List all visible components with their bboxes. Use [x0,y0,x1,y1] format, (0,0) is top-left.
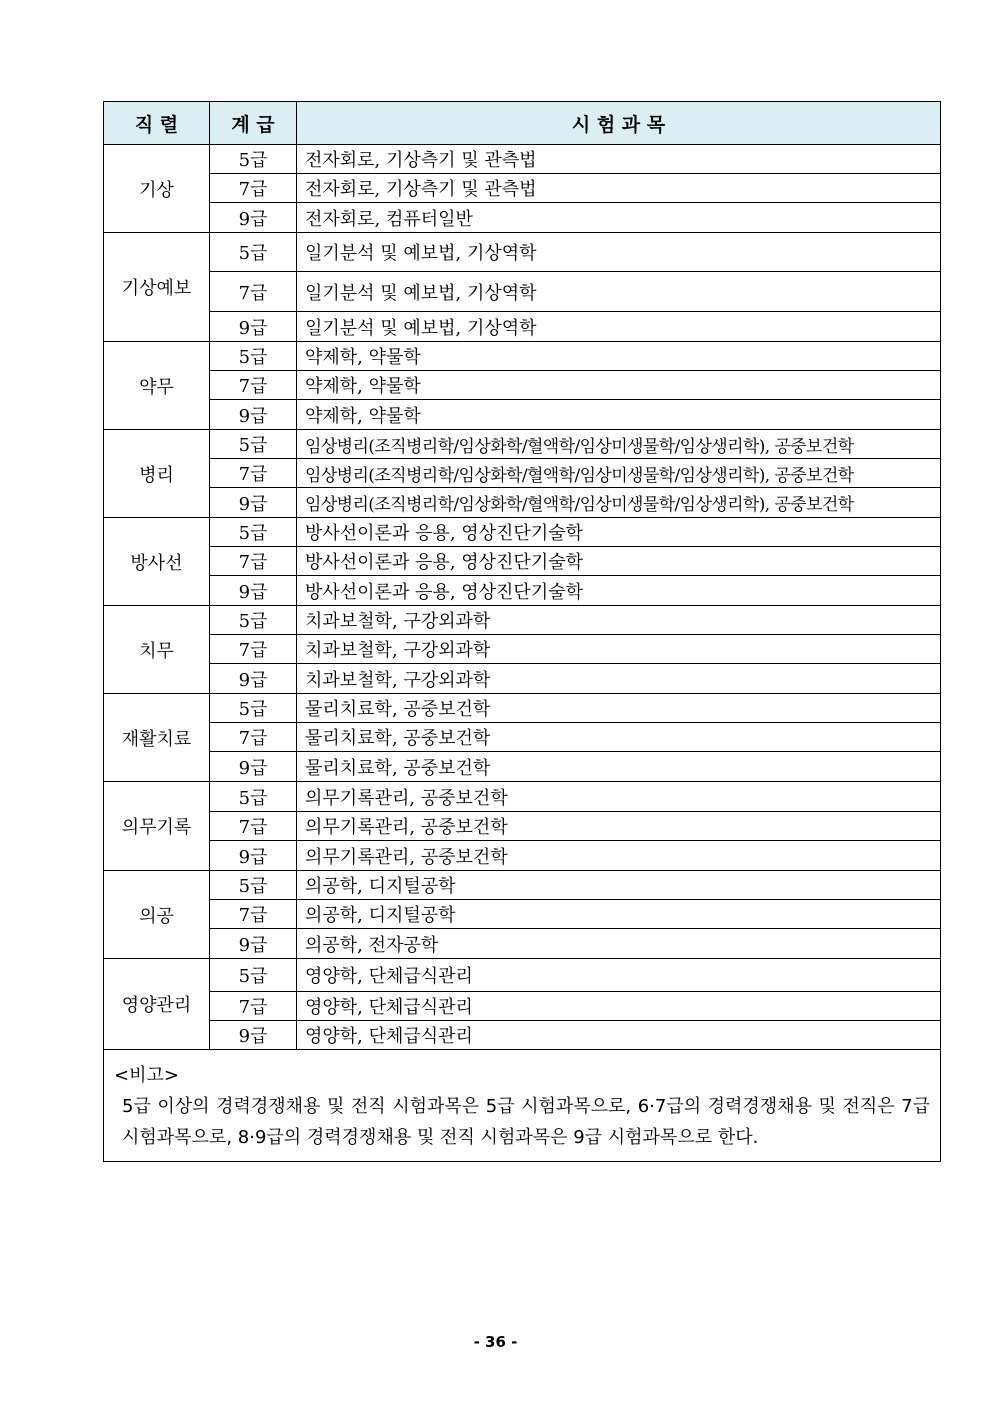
grade-cell: 7급 [210,812,297,841]
subjects-cell: 치과보철학, 구강외과학 [297,606,941,635]
subjects-cell: 의공학, 디지털공학 [297,871,941,900]
page-number: - 36 - [473,1333,518,1351]
subjects-cell: 의공학, 디지털공학 [297,900,941,929]
job-series-cell: 병리 [104,430,210,518]
job-series-cell: 치무 [104,606,210,694]
table-body [104,145,941,1050]
subjects-cell: 전자회로, 기상측기 및 관측법 [297,174,941,203]
header-job-series: 직 렬 [104,102,210,145]
job-series-cell: 약무 [104,342,210,430]
table-row [104,959,941,992]
grade-cell: 5급 [210,233,297,272]
grade-cell: 9급 [210,312,297,342]
table-row [104,606,941,635]
grade-cell: 5급 [210,606,297,635]
remarks-text: 5급 이상의 경력경쟁채용 및 전직 시험과목은 5급 시험과목으로, 6·7급의 경력경쟁채용 및 전직은 7급 시험과목으로, 8·9급의 경력경쟁채용 및 전직 시험과목은 9급 시험과목으로 한다. [122,1096,930,1148]
table-row [104,635,941,664]
job-series-cell: 영양관리 [104,959,210,1050]
table-row [104,272,941,312]
subjects-cell: 방사선이론과 응용, 영상진단기술학 [297,576,941,606]
subjects-cell: 의무기록관리, 공중보건학 [297,841,941,871]
table-row [104,782,941,812]
table-row [104,430,941,459]
subjects-cell: 약제학, 약물학 [297,400,941,430]
subjects-cell: 물리치료학, 공중보건학 [297,752,941,782]
grade-cell: 9급 [210,488,297,518]
job-series-cell: 재활치료 [104,694,210,782]
remarks-cell [104,1050,941,1162]
table-row [104,459,941,488]
remarks-row [104,1050,941,1162]
grade-cell: 9급 [210,400,297,430]
grade-cell: 5급 [210,782,297,812]
subjects-cell: 의무기록관리, 공중보건학 [297,812,941,841]
grade-cell: 7급 [210,174,297,203]
table-row [104,342,941,371]
grade-cell: 5급 [210,430,297,459]
job-series-cell: 의무기록 [104,782,210,871]
table-row [104,929,941,959]
grade-cell: 9급 [210,203,297,233]
table-row [104,664,941,694]
table-row [104,900,941,929]
table-row [104,812,941,841]
subjects-cell: 일기분석 및 예보법, 기상역학 [297,312,941,342]
grade-cell: 9급 [210,841,297,871]
grade-cell: 7급 [210,547,297,576]
job-series-cell: 방사선 [104,518,210,606]
grade-cell: 9급 [210,576,297,606]
table-row [104,576,941,606]
subjects-cell: 의무기록관리, 공중보건학 [297,782,941,812]
table-row [104,145,941,174]
grade-cell: 5급 [210,342,297,371]
job-series-cell: 기상예보 [104,233,210,342]
remarks-title: <비고> [114,1065,179,1086]
table-row [104,312,941,342]
table-row [104,694,941,723]
subjects-cell: 임상병리(조직병리학/임상화학/혈액학/임상미생물학/임상생리학), 공중보건학 [297,430,941,459]
grade-cell: 9급 [210,664,297,694]
table-row [104,752,941,782]
grade-cell: 5급 [210,145,297,174]
table-row [104,233,941,272]
table-row [104,1021,941,1050]
grade-cell: 5급 [210,959,297,992]
grade-cell: 7급 [210,992,297,1021]
grade-cell: 7급 [210,459,297,488]
table-row [104,203,941,233]
table-row [104,723,941,752]
table-row [104,871,941,900]
table-row [104,488,941,518]
subjects-cell: 일기분석 및 예보법, 기상역학 [297,272,941,312]
job-series-cell: 의공 [104,871,210,959]
table-row [104,400,941,430]
grade-cell: 7급 [210,371,297,400]
subjects-cell: 약제학, 약물학 [297,371,941,400]
subjects-cell: 약제학, 약물학 [297,342,941,371]
grade-cell: 9급 [210,752,297,782]
subjects-cell: 전자회로, 기상측기 및 관측법 [297,145,941,174]
subjects-cell: 영양학, 단체급식관리 [297,1021,941,1050]
grade-cell: 7급 [210,635,297,664]
grade-cell: 5급 [210,694,297,723]
grade-cell: 7급 [210,723,297,752]
grade-cell: 5급 [210,518,297,547]
grade-cell: 9급 [210,929,297,959]
grade-cell: 7급 [210,272,297,312]
subjects-cell: 치과보철학, 구강외과학 [297,664,941,694]
table-row [104,841,941,871]
subjects-cell: 방사선이론과 응용, 영상진단기술학 [297,547,941,576]
subjects-cell: 영양학, 단체급식관리 [297,959,941,992]
exam-subjects-table [103,101,941,1162]
subjects-cell: 물리치료학, 공중보건학 [297,723,941,752]
grade-cell: 9급 [210,1021,297,1050]
subjects-cell: 임상병리(조직병리학/임상화학/혈액학/임상미생물학/임상생리학), 공중보건학 [297,459,941,488]
header-grade: 계 급 [210,102,297,145]
grade-cell: 7급 [210,900,297,929]
subjects-cell: 치과보철학, 구강외과학 [297,635,941,664]
subjects-cell: 임상병리(조직병리학/임상화학/혈액학/임상미생물학/임상생리학), 공중보건학 [297,488,941,518]
subjects-cell: 의공학, 전자공학 [297,929,941,959]
table-header-row [104,102,941,145]
subjects-cell: 영양학, 단체급식관리 [297,992,941,1021]
table-row [104,518,941,547]
table-row [104,547,941,576]
subjects-cell: 방사선이론과 응용, 영상진단기술학 [297,518,941,547]
table-row [104,174,941,203]
subjects-cell: 전자회로, 컴퓨터일반 [297,203,941,233]
subjects-cell: 물리치료학, 공중보건학 [297,694,941,723]
subjects-cell: 일기분석 및 예보법, 기상역학 [297,233,941,272]
table-row [104,992,941,1021]
grade-cell: 5급 [210,871,297,900]
job-series-cell: 기상 [104,145,210,233]
header-exam-subjects: 시 험 과 목 [297,102,941,145]
table-row [104,371,941,400]
